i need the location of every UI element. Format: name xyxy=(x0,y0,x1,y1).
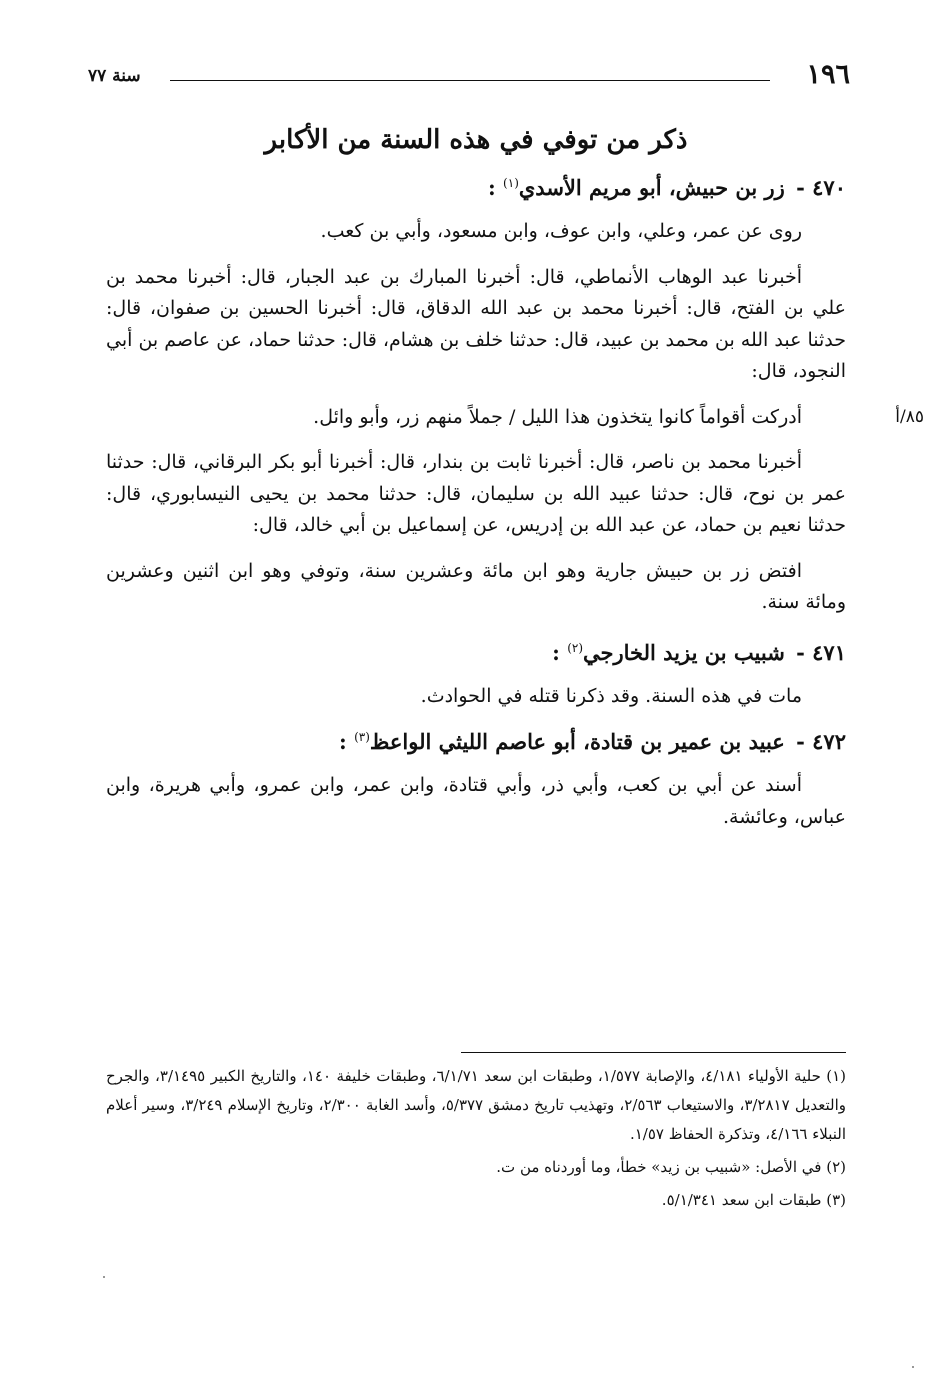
entry-number: ٤٧٢ - xyxy=(796,729,846,754)
paragraph-narration: روى عن عمر، وعلي، وابن عوف، وابن مسعود، وأبي بن كعب. xyxy=(320,220,802,242)
footnote-rule xyxy=(461,1052,846,1053)
footnote-ref[interactable]: (٢) xyxy=(567,640,584,655)
entry-name: عبيد بن عمير بن قتادة، أبو عاصم الليثي الواعظ xyxy=(369,729,785,754)
main-text xyxy=(106,118,924,847)
manuscript-folio-marker: ٨٥/أ xyxy=(895,406,924,427)
footnotes-section xyxy=(106,1052,846,1219)
paragraph-with-margin-note xyxy=(106,402,924,434)
section-title: ذكر من توفي في هذه السنة من الأكابر xyxy=(264,125,688,155)
footnote-2: (٢) في الأصل: «شبيب بن زيد» خطأ، وما أوردناه من ت. xyxy=(496,1158,846,1176)
paragraph-narrators: أسند عن أبي بن كعب، وأبي ذر، وأبي قتادة، وابن عمر، وابن عمرو، وأبي هريرة، وابن عباس، وعائشة. xyxy=(106,774,846,828)
footnote-ref[interactable]: (٣) xyxy=(354,730,370,744)
running-head: سنة ٧٧ xyxy=(88,66,141,86)
footnote-1: (١) حلية الأولياء ٤/١٨١، والإصابة ١/٥٧٧، وطبقات ابن سعد ٦/١/٧١، وطبقات خليفة ١٤٠، والتاريخ الكبير ٣/١٤٩٥، والجرح والتعديل ٣/٢٨١٧، والاستيعاب ٢/٥٦٣، وتهذيب تاريخ دمشق ٥/٣٧٧، وأسد الغابة ٢/٣٠٠، وتاريخ الإسلام ٣/٢٤٩، وسير أعلام النبلاء ٤/١٦٦، وتذكرة الحفاظ ١/٥٧. xyxy=(106,1067,847,1143)
scan-speck xyxy=(912,1366,914,1368)
header-rule xyxy=(170,80,770,81)
entry-suffix: : xyxy=(552,639,560,665)
paragraph-isnad-1: أخبرنا عبد الوهاب الأنماطي، قال: أخبرنا المبارك بن عبد الجبار، قال: أخبرنا محمد بن علي بن الفتح، قال: أخبرنا محمد بن عبد الله الدقاق، قال: أخبرنا الحسين بن صفوان، قال: حدثنا عبد الله بن محمد بن عبيد، قال: حدثنا خلف بن هشام، قال: حدثنا حماد، عن عاصم بن أبي النجود، قال: xyxy=(106,265,846,382)
entry-number: ٤٧١ - xyxy=(796,639,846,665)
paragraph-death-note: مات في هذه السنة. وقد ذكرنا قتله في الحوادث. xyxy=(420,684,802,707)
paragraph-quote-2: افتض زر بن حبيش جارية وهو ابن مائة وعشرين سنة، وتوفي وهو ابن اثنين وعشرين ومائة سنة. xyxy=(106,559,846,613)
entry-suffix: : xyxy=(487,175,496,200)
footnote-list xyxy=(106,1052,846,1215)
entry-name: زر بن حبيش، أبو مريم الأسدي xyxy=(518,175,785,200)
entry-heading-472 xyxy=(106,722,846,762)
paragraph-quote-1: أدركت أقواماً كانوا يتخذون هذا الليل / جملاً منهم زر، وأبو وائل. xyxy=(313,405,802,428)
page-header xyxy=(88,58,850,92)
entry-heading-470 xyxy=(106,168,846,208)
paragraph-isnad-2: أخبرنا محمد بن ناصر، قال: أخبرنا ثابت بن بندار، قال: أخبرنا أبو بكر البرقاني، قال: حدثنا عمر بن نوح، قال: حدثنا عبيد الله بن سليمان، قال: حدثنا محمد بن يحيى النيسابوري، قال: حدثنا نعيم بن حماد، عن عبد الله بن إدريس، عن إسماعيل بن أبي خالد، قال: xyxy=(106,451,846,536)
page-number: ١٩٦ xyxy=(806,59,850,90)
entry-heading-471 xyxy=(106,633,846,673)
entry-number: ٤٧٠ - xyxy=(796,175,846,200)
footnote-ref[interactable]: (١) xyxy=(503,176,519,190)
footnote-3: (٣) طبقات ابن سعد ٥/١/٣٤١. xyxy=(661,1191,846,1209)
scan-speck xyxy=(103,1276,105,1278)
entry-suffix: : xyxy=(339,729,347,754)
entry-name: شبيب بن يزيد الخارجي xyxy=(583,639,785,665)
